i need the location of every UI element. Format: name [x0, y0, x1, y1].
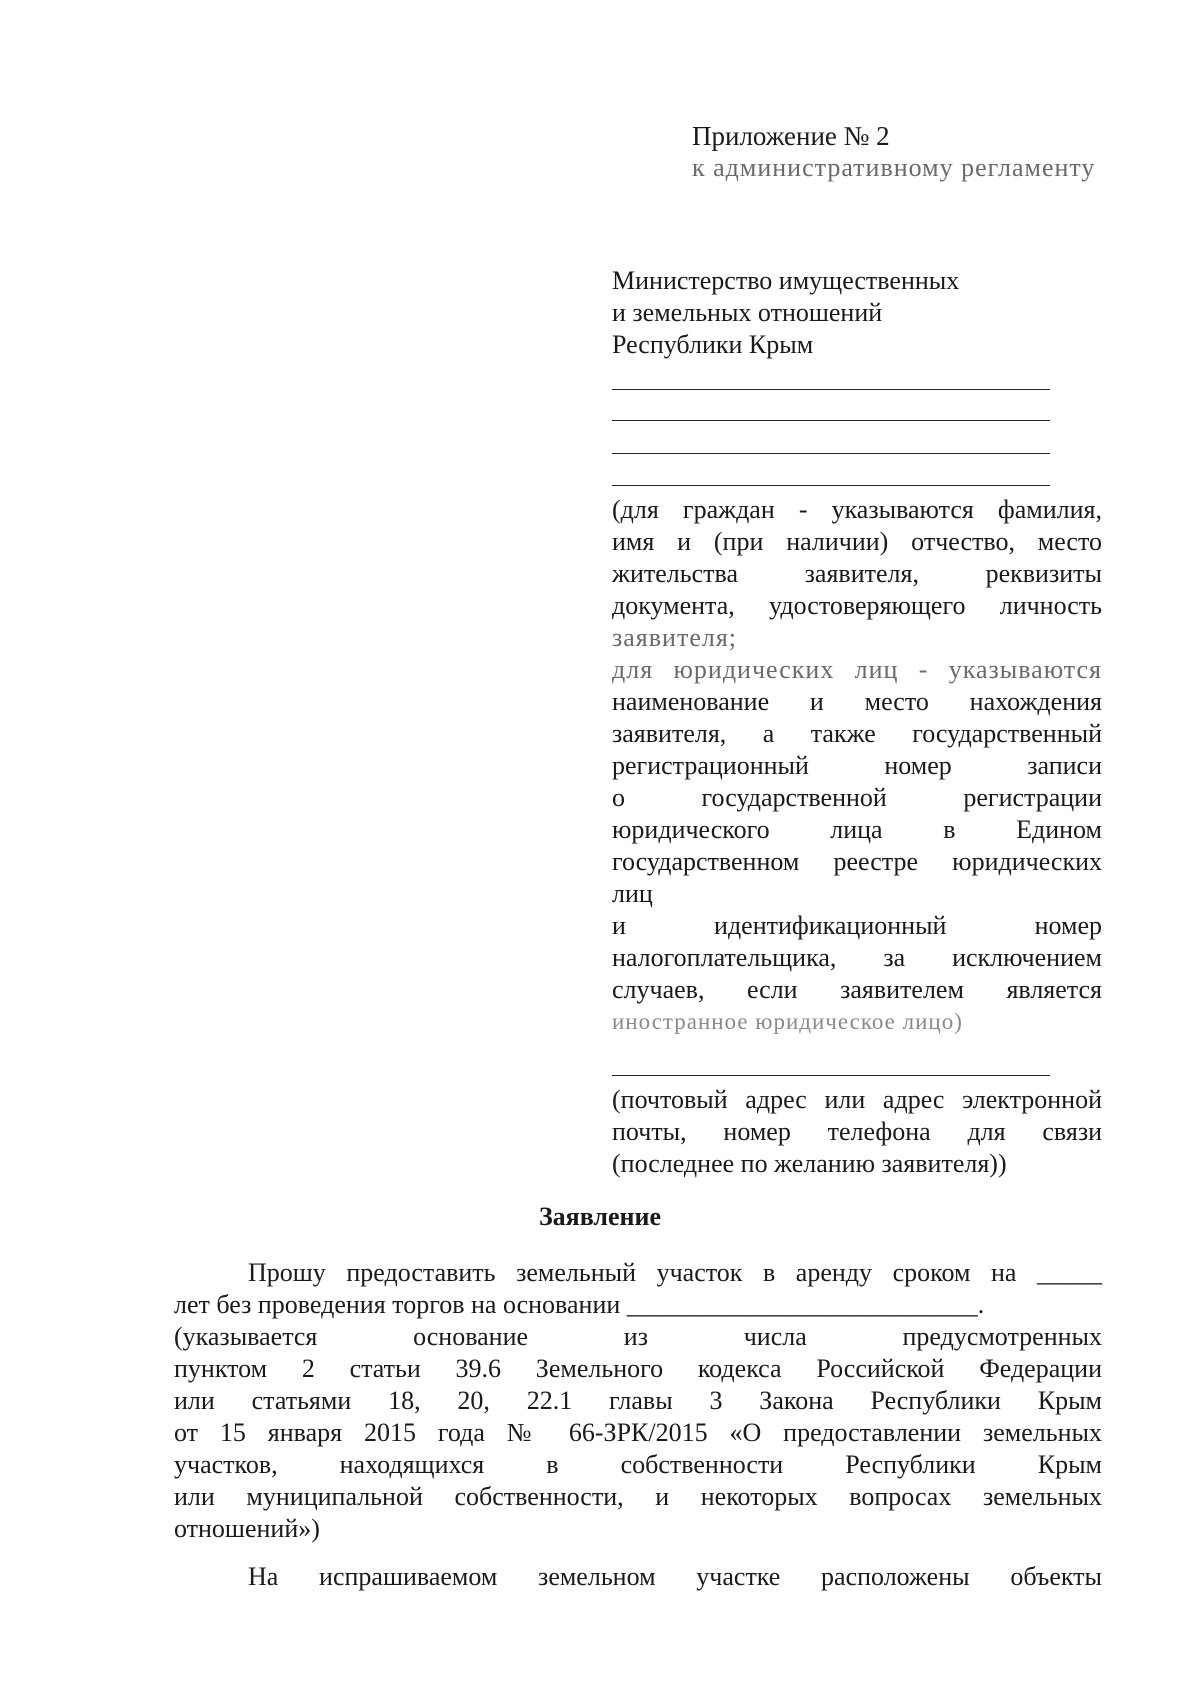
statement-line: пунктом 2 статьи 39.6 Земельного кодекса Российской Федерации — [174, 1354, 1102, 1383]
contact-blank-line[interactable] — [612, 1075, 1050, 1076]
applicant-blank-line-3[interactable] — [612, 453, 1050, 454]
applicant-blank-line-2[interactable] — [612, 420, 1050, 421]
statement-line: участков, находящихся в собственности Республики Крым — [174, 1450, 1102, 1479]
statement-line: (указывается основание из числа предусмотренных — [174, 1322, 1102, 1351]
contact-note-line: (последнее по желанию заявителя)) — [612, 1149, 1007, 1178]
applicant-note-line: документа, удостоверяющего личность — [612, 591, 1102, 620]
statement-line: или статьями 18, 20, 22.1 главы 3 Закона Республики Крым — [174, 1386, 1102, 1415]
statement-line: лет без проведения торгов на основании ___________________________. — [174, 1290, 985, 1319]
applicant-note-line: лиц — [612, 879, 653, 908]
addressee-line-3: Республики Крым — [612, 330, 814, 359]
applicant-blank-line-1[interactable] — [612, 389, 1050, 390]
applicant-note-line: заявителя, а также государственный — [612, 719, 1102, 748]
applicant-note-line: случаев, если заявителем является — [612, 975, 1102, 1004]
statement-line: от 15 января 2015 года № 66-ЗРК/2015 «О предоставлении земельных — [174, 1418, 1102, 1447]
annex-number: Приложение № 2 — [692, 121, 890, 151]
applicant-note-line: государственном реестре юридических — [612, 847, 1102, 876]
applicant-note-line: иностранное юридическое лицо) — [612, 1009, 963, 1034]
applicant-note-line: юридического лица в Едином — [612, 815, 1102, 844]
applicant-note-line: (для граждан - указываются фамилия, — [612, 495, 1102, 524]
contact-note-line: почты, номер телефона для связи — [612, 1117, 1102, 1146]
applicant-note-line: о государственной регистрации — [612, 783, 1102, 812]
annex-regulation: к административному регламенту — [692, 153, 1096, 182]
applicant-note-line: налогоплательщика, за исключением — [612, 943, 1102, 972]
applicant-note-line: имя и (при наличии) отчество, место — [612, 527, 1102, 556]
statement-line: или муниципальной собственности, и некоторых вопросах земельных — [174, 1482, 1102, 1511]
applicant-note-line: наименование и место нахождения — [612, 687, 1102, 716]
applicant-note-line: и идентификационный номер — [612, 911, 1102, 940]
addressee-line-2: и земельных отношений — [612, 298, 883, 327]
statement-line: отношений») — [174, 1514, 320, 1543]
statement-line: На испрашиваемом земельном участке расположены объекты — [248, 1562, 1102, 1591]
statement-line: Прошу предоставить земельный участок в аренду сроком на _____ — [248, 1258, 1102, 1287]
applicant-blank-line-4[interactable] — [612, 485, 1050, 486]
applicant-note-line: заявителя; — [612, 623, 738, 652]
addressee-line-1: Министерство имущественных — [612, 266, 960, 295]
statement-title: Заявление — [538, 1202, 662, 1231]
applicant-note-line: регистрационный номер записи — [612, 751, 1102, 780]
contact-note-line: (почтовый адрес или адрес электронной — [612, 1085, 1102, 1114]
applicant-note-line: для юридических лиц - указываются — [612, 655, 1102, 684]
applicant-note-line: жительства заявителя, реквизиты — [612, 559, 1102, 588]
